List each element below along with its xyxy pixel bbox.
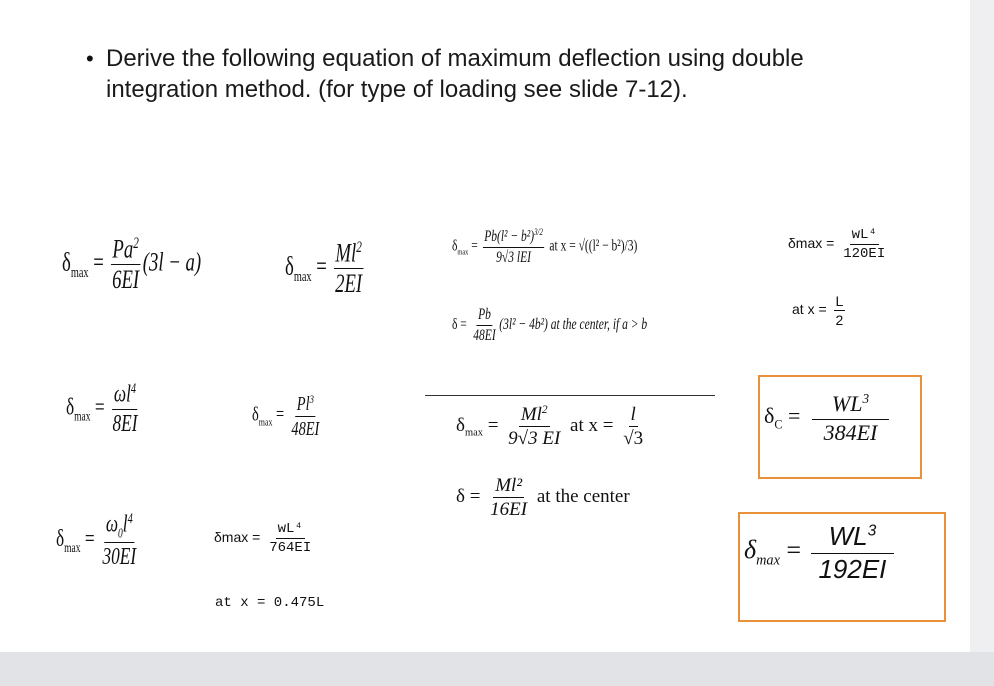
eq11-denominator: 192EI <box>818 554 887 584</box>
eq7b-delta: δ = <box>456 485 481 507</box>
eq8-delta: δ <box>764 403 775 428</box>
eq10-numerator: wL⁴ <box>277 521 303 537</box>
equation-7: $\delta_{max}$ = $\frac{Ml^2}{9√3 EI}$ at x = $\frac{l}{√3}$ <box>456 404 644 449</box>
eq7-numerator-exponent: 2 <box>541 404 548 417</box>
equation-11: $\delta_{max}$ = $\frac{WL^3}{192EI}$ <box>744 523 897 582</box>
eq3b-denominator: 48EI <box>473 327 496 344</box>
eq1-delta: δ <box>62 247 71 277</box>
eq6-numerator: Pl <box>296 393 310 416</box>
equation-7b <box>456 476 630 519</box>
equation-8: $\delta_C$ = $\frac{WL^3}{384EI}$ <box>764 392 892 444</box>
equation-3: $\delta_{max}$ = $\frac{Pb(l^2 - b^2)^{3/2}}{\text{9√3 lEI}}$ at x = √((l² − b²)/3) <box>452 227 638 266</box>
eq4-denominator: 120EI <box>843 246 886 262</box>
eq2-numerator-exponent: 2 <box>356 239 362 256</box>
eq5-numerator: ωl <box>113 381 131 408</box>
eq3-numerator-exponent: 3/2 <box>534 227 543 238</box>
eq3-denominator: 9√3 lEI <box>496 248 531 266</box>
equation-4-condition <box>792 294 848 327</box>
eq4-condition-label: at x = <box>792 301 827 318</box>
eq8-numerator-exponent: 3 <box>862 391 870 406</box>
eq5-delta-subscript: max <box>74 408 91 424</box>
eq11-numerator: WL <box>828 521 868 551</box>
eq4-delta: δmax <box>788 235 823 252</box>
eq11-delta-subscript: max <box>756 552 780 569</box>
eq2-numerator: Ml <box>335 238 357 268</box>
eq2-delta-subscript: max <box>293 269 312 286</box>
slide-heading: Derive the following equation of maximum deflection using double integration method. (for type of loading see slide 7-12). <box>106 45 804 103</box>
equation-6: $\delta_{max}$ = $\frac{Pl^3}{48EI}$ <box>252 392 320 441</box>
equation-10: δmax = $\frac{\text{wL⁴}}{764EI}$ <box>214 521 312 556</box>
divider-line <box>425 395 715 396</box>
equation-3b <box>452 307 723 344</box>
equation-9: $\delta_{max}$ = $\frac{\omega_0l^4}{30EI}$ <box>56 511 137 570</box>
eq6-numerator-exponent: 3 <box>309 392 314 406</box>
eq3b-condition: (3l² − 4b²) at the center, if a > b <box>499 316 648 334</box>
eq7-numerator: Ml <box>520 404 542 425</box>
eq9-numerator-subscript: 0 <box>118 525 123 541</box>
eq5-delta: δ <box>66 394 75 421</box>
equation-10-condition: at x = 0.475L <box>215 595 325 611</box>
eq5-numerator-exponent: 4 <box>130 381 137 397</box>
eq3-condition: at x = √((l² − b²)/3) <box>549 237 638 255</box>
equation-4: δmax = $\frac{\text{wL⁴}}{120EI}$ <box>788 227 886 262</box>
eq3-numerator: Pb(l² − b²) <box>484 227 535 245</box>
equation-5: $\delta_{max}$ = $\frac{\omega l^4}{8EI}$ <box>66 381 138 437</box>
eq7-delta-subscript: max <box>464 427 483 439</box>
eq9-denominator: 30EI <box>102 543 137 570</box>
eq8-denominator: 384EI <box>823 419 878 445</box>
eq10-delta: δmax <box>214 529 249 546</box>
eq2-denominator: 2EI <box>335 269 363 299</box>
eq10-denominator: 764EI <box>269 540 312 556</box>
eq1-denominator: 6EI <box>112 265 140 295</box>
eq6-delta-subscript: max <box>258 416 273 429</box>
eq7b-condition: at the center <box>536 485 630 507</box>
equation-2: $\delta_{max}$ = $\frac{Ml^2}{2EI}$ <box>285 238 363 299</box>
eq8-delta-subscript: C <box>774 417 783 432</box>
bullet-marker: • <box>86 46 94 71</box>
bottom-margin <box>0 652 994 686</box>
eq11-numerator-exponent: 3 <box>867 522 877 540</box>
eq4-condition-denominator: 2 <box>835 312 844 328</box>
equation-1: $\delta_{max}$ = $\frac{Pa^2}{6EI}$ (3l − a) <box>62 234 202 295</box>
eq4-condition-numerator: L <box>835 293 844 309</box>
eq2-delta: δ <box>285 251 294 281</box>
eq6-delta: δ <box>252 403 259 426</box>
eq9-numerator-exponent: 4 <box>127 511 133 527</box>
eq3b-delta: δ = <box>452 316 467 334</box>
eq8-numerator: WL <box>831 390 863 416</box>
eq3-delta: δ <box>452 237 458 255</box>
eq7b-denominator: 16EI <box>490 499 528 520</box>
eq7-condition-numerator: l <box>630 404 636 425</box>
eq3-delta-subscript: max <box>457 246 469 257</box>
eq7-denominator: 9√3 EI <box>508 428 561 449</box>
eq5-denominator: 8EI <box>112 410 138 437</box>
eq9-delta: δ <box>56 525 65 552</box>
eq11-delta: δ <box>744 535 757 565</box>
eq9-numerator-length: l <box>122 511 128 538</box>
eq7b-numerator: Ml² <box>495 475 523 496</box>
eq9-delta-subscript: max <box>64 539 81 555</box>
eq6-denominator: 48EI <box>291 418 320 441</box>
eq9-numerator: ω <box>105 511 119 538</box>
right-margin <box>970 0 994 686</box>
eq3b-numerator: Pb <box>477 307 493 326</box>
eq1-factor: (3l − a) <box>142 247 202 277</box>
eq7-condition-denominator: √3 <box>623 428 644 449</box>
eq1-numerator: Pa <box>112 234 134 264</box>
eq7-delta: δ <box>456 414 465 436</box>
eq1-numerator-exponent: 2 <box>133 235 139 252</box>
eq4-numerator: wL⁴ <box>851 227 877 243</box>
eq1-delta-subscript: max <box>70 265 89 282</box>
eq7-condition: at x = <box>570 414 614 436</box>
